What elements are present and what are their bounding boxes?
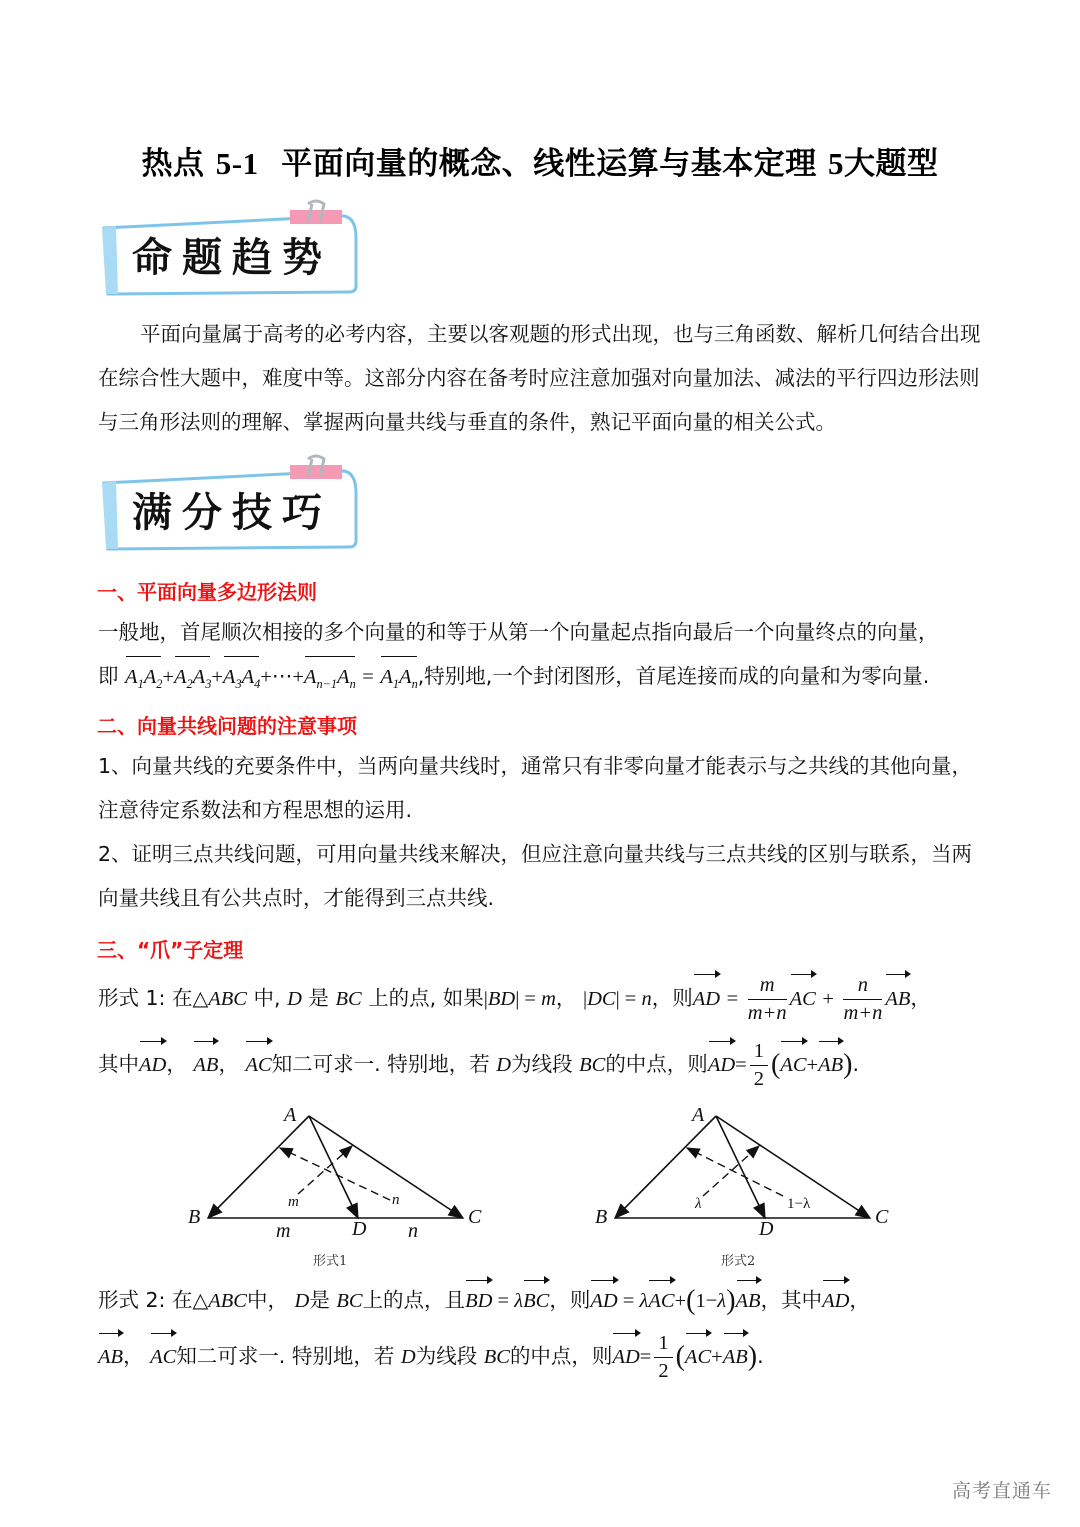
form2-line1: 形式 2: 在△ABC中， D是 BC上的点，且BD = λBC，则AD = λAC+(1−λ)AB，其中AD， <box>98 1278 988 1323</box>
fraction-m-over-mn: $\frac{m}{m+n}$ <box>747 974 787 1024</box>
title-main: 平面向量的概念、线性运算与基本定理 <box>281 146 817 182</box>
vector-a2a3: $A_2A_3$ <box>174 655 211 706</box>
vector-an1an: $A_{n-1}A_n$ <box>304 655 356 706</box>
section-3-heading: 三、“爪”子定理 <box>97 938 244 962</box>
text: ,特别地,一个封闭图形，首尾连接而成的向量和为零向量. <box>417 664 930 688</box>
vector-ad: AD <box>693 973 720 1025</box>
form1-line2: 其中AD， AB， AC知二可求一. 特别地，若 D为线段 BC的中点，则AD= $\frac{1}{2}$ (AC+AB). <box>98 1038 988 1092</box>
ellipsis: +⋯+ <box>260 666 304 688</box>
banner-trend-label: 命题趋势 <box>132 234 332 281</box>
banner-skills <box>94 453 364 553</box>
form2-line2: AB， AC知二可求一. 特别地，若 D为线段 BC的中点，则AD= $\frac{1}{2}$ (AC+AB). <box>98 1332 764 1382</box>
section-1-heading: 一、平面向量多边形法则 <box>97 580 317 604</box>
section-2-item-1: 1、向量共线的充要条件中，当两向量共线时，通常只有非零向量才能表示与之共线的其他向量，注意待定系数法和方程思想的运用. <box>98 754 973 822</box>
vector-a3a4: $A_3A_4$ <box>223 655 260 706</box>
title-count: 5 <box>828 146 844 181</box>
title-code: 5-1 <box>215 146 259 181</box>
triangle-diagram-2 <box>585 1100 905 1270</box>
section-2-item-2: 2、证明三点共线问题，可用向量共线来解决，但应注意向量共线与三点共线的区别与联系，当两向量共线且有公共点时，才能得到三点共线. <box>98 842 973 910</box>
vector-a1an: $A_1A_n$ <box>380 655 417 706</box>
figure-2-caption: 形式2 <box>721 1254 756 1269</box>
vector-ab: AB <box>885 973 910 1025</box>
banner-skills-label: 满分技巧 <box>132 489 332 536</box>
vector-a1a2: $A_1A_2$ <box>125 655 162 706</box>
vector-ac: AC <box>790 973 816 1025</box>
banner-trend <box>94 198 364 298</box>
figure-form-1: A B C D m n m n 形式1 <box>180 1100 500 1270</box>
title-suffix: 大题型 <box>844 146 939 182</box>
trend-paragraph: 平面向量属于高考的必考内容，主要以客观题的形式出现，也与三角函数、解析几何结合出现在综合性大题中，难度中等。这部分内容在备考时应注意加强对向量加法、减法的平行四边形法则与三角形法则的理解、掌握两向量共线与垂直的条件，熟记平面向量的相关公式。 <box>98 322 981 434</box>
title-prefix: 热点 <box>141 146 205 182</box>
section-1-line2: 即 $A_1A_2+A_2A_3+A_3A_4+\cdots+A_{n-1}A_n = A_1A_n$,特别地,一个封闭图形，首尾连接而成的向量和为零向量. <box>98 654 988 706</box>
watermark: 高考直通车 <box>951 1480 1052 1502</box>
section-1-line1: 一般地，首尾顺次相接的多个向量的和等于从第一个向量起点指向最后一个向量终点的向量， <box>98 620 939 644</box>
triangle-diagram-1 <box>180 1100 500 1270</box>
figure-form-2: A B C D λ 1−λ 形式2 <box>585 1100 905 1270</box>
section-2-heading: 二、向量共线问题的注意事项 <box>97 714 357 738</box>
page-title <box>0 138 1080 183</box>
form1-line1: 形式 1: 在△ABC 中, D 是 BC 上的点, 如果|BD| = m， |DC| = n，则AD = $\frac{m}{m+n}$ AC + $\frac{n}{m+n}$ AB， <box>98 972 988 1026</box>
text: 即 <box>98 664 119 688</box>
fraction-one-half: $\frac{1}{2}$ <box>750 1038 768 1092</box>
fraction-n-over-mn: $\frac{n}{m+n}$ <box>843 974 883 1024</box>
figure-1-caption: 形式1 <box>313 1254 348 1269</box>
